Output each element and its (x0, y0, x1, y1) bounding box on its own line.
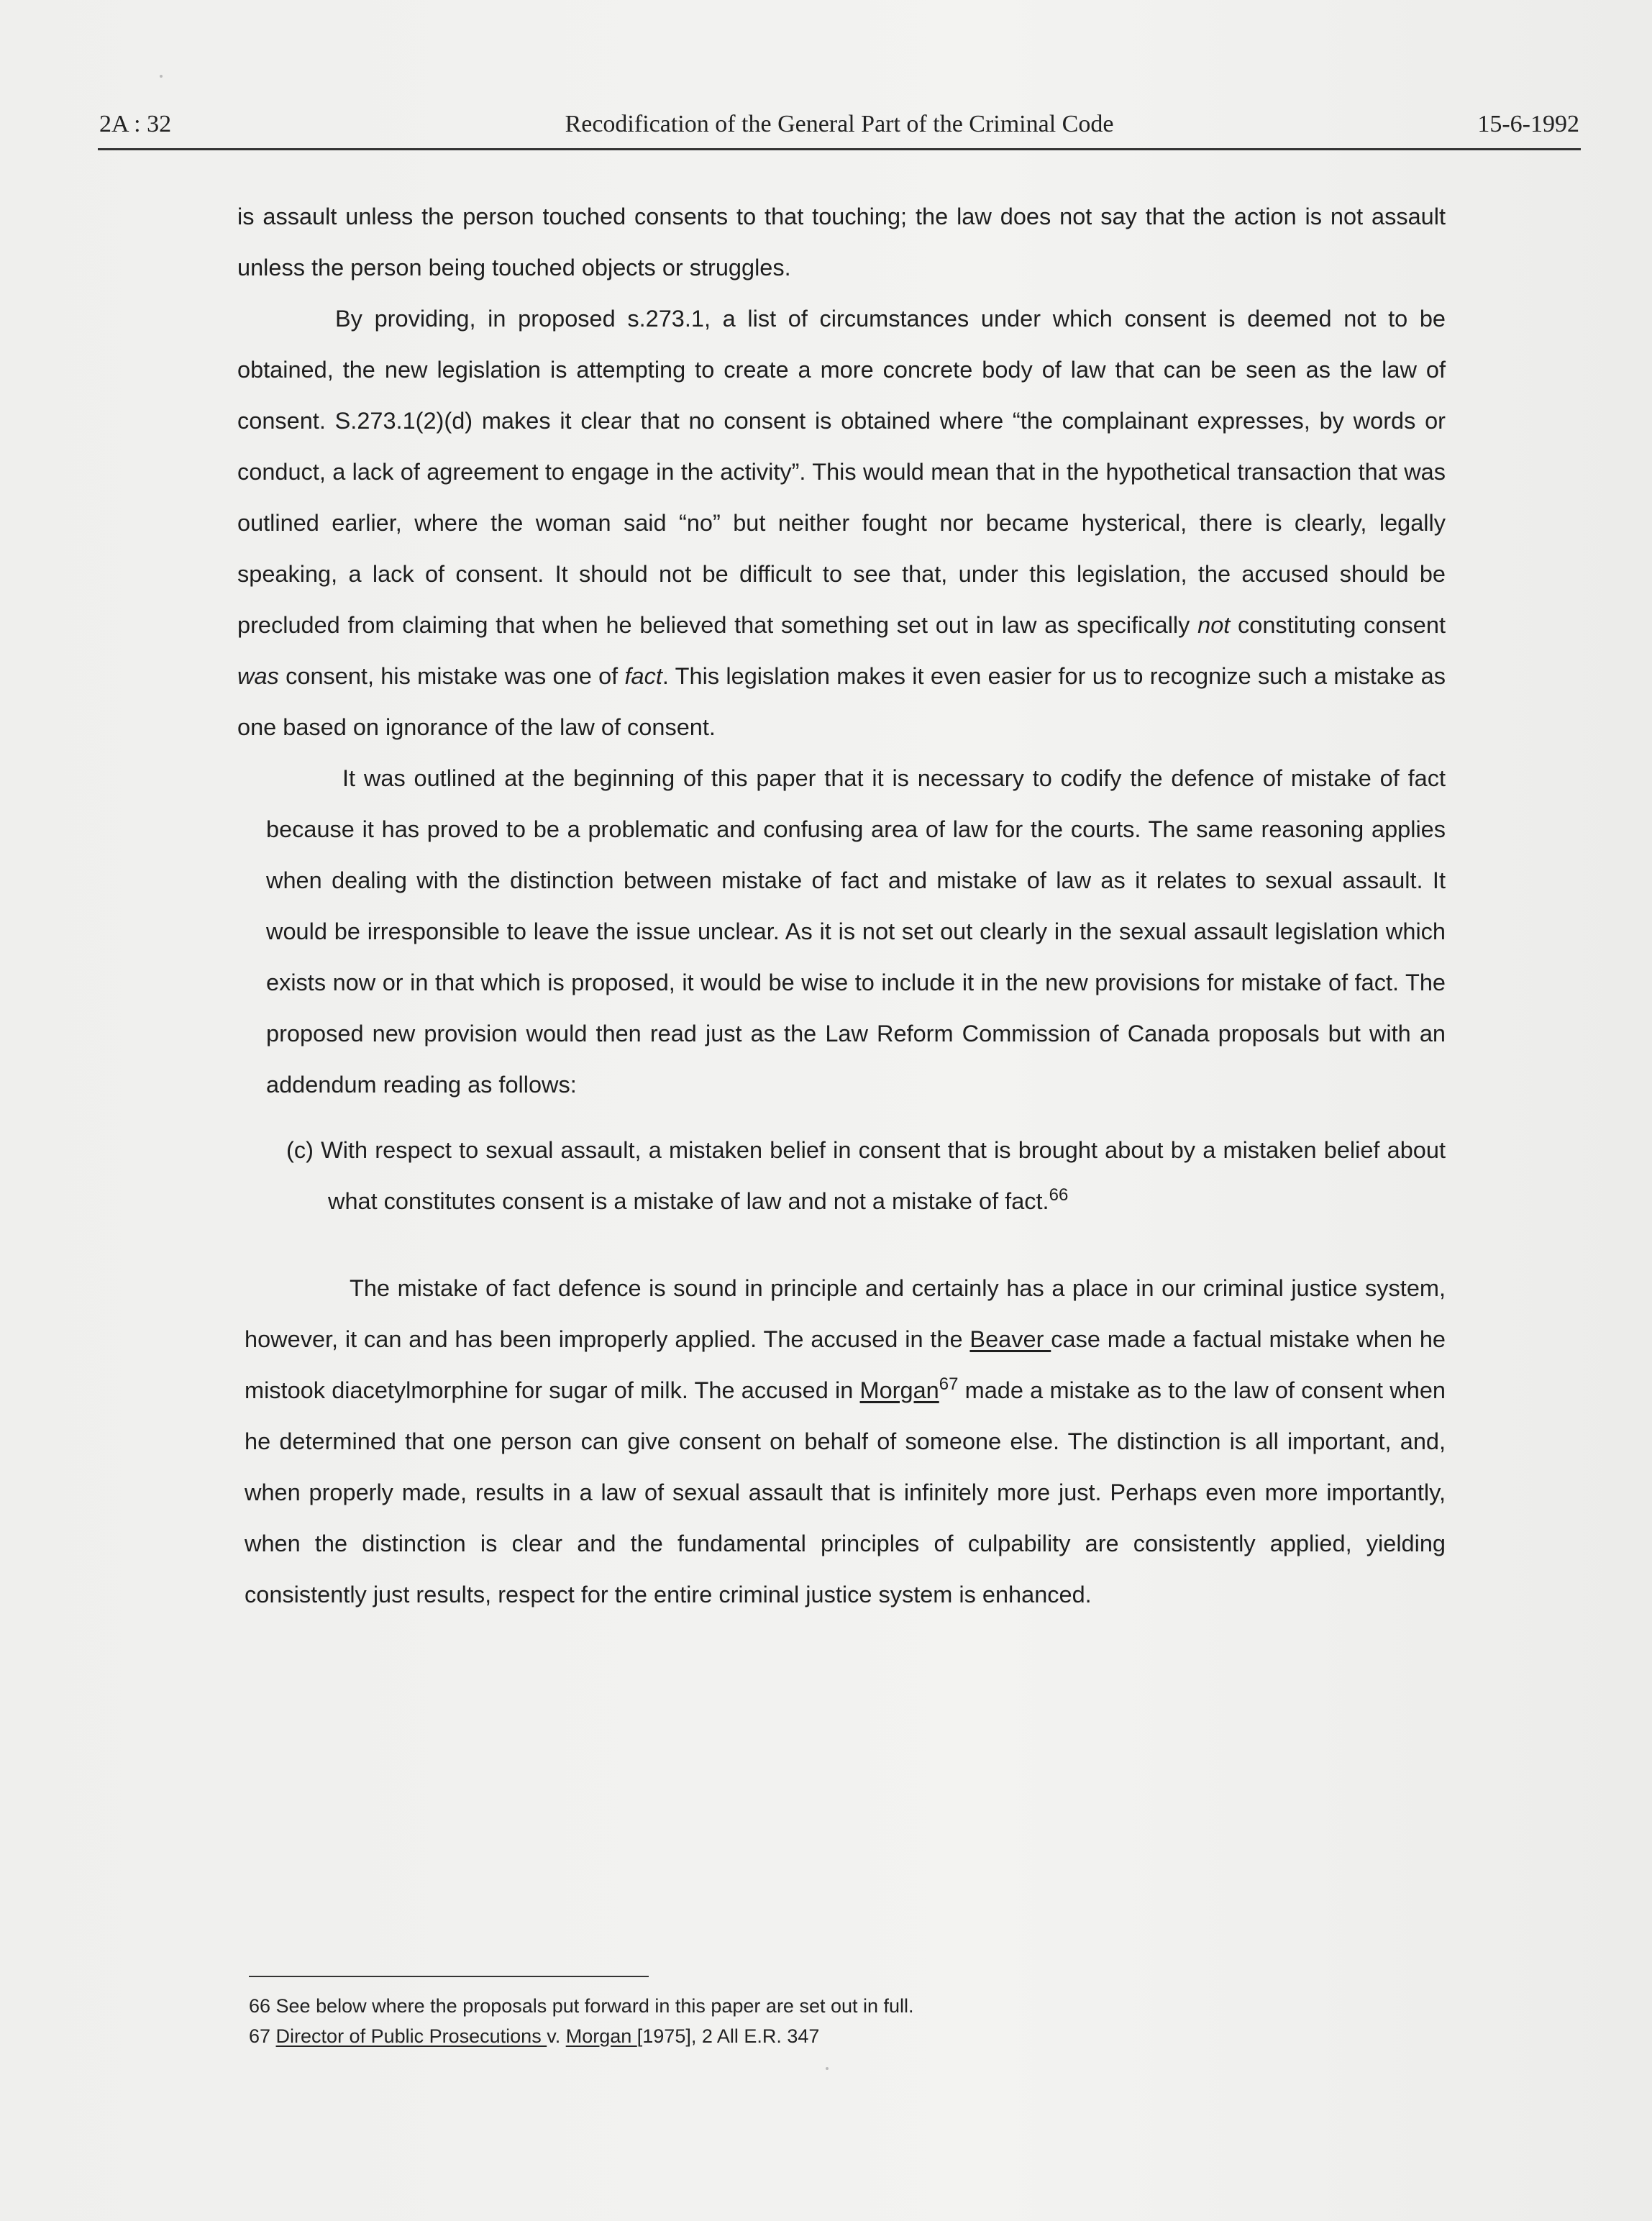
footnote-66: 66 See below where the proposals put forward in this paper are set out in full. (249, 1995, 914, 2017)
paragraph-4: The mistake of fact defence is sound in principle and certainly has a place in our criminal justice system, however, it can and has been improperly applied. The accused in the Beaver case made a factual mistake when he mistook diacetylmorphine for sugar of milk. The accused in Morgan$^{67}$ made a mistake as to the law of consent when he determined that one person can give consent on behalf of someone else. The distinction is all important, and, when properly made, results in a law of sexual assault that is infinitely more just. Perhaps even more importantly, when the distinction is clear and the fundamental principles of culpability are consistently applied, yielding consistently just results, respect for the entire criminal justice system is enhanced. (245, 1275, 1446, 1607)
footnotes (249, 1991, 1400, 2051)
case-morgan: Morgan (859, 1377, 939, 1403)
paragraph-1: is assault unless the person touched consents to that touching; the law does not say that the action is not assault unless the person being touched objects or struggles. (237, 204, 1446, 281)
section-number: 2A : 32 (99, 111, 172, 137)
header-date: 15-6-1992 (1477, 111, 1579, 137)
running-title: Recodification of the General Part of the Criminal Code (565, 111, 1114, 137)
footnote-ref-67: 67 (939, 1374, 959, 1394)
footnote-ref-66: 66 (1049, 1185, 1069, 1205)
header-rule (98, 148, 1581, 150)
footnote-rule (249, 1976, 649, 1977)
footnote-67: 67 Director of Public Prosecutions v. Morgan [1975], 2 All E.R. 347 (249, 2025, 820, 2047)
paragraph-3: It was outlined at the beginning of this paper that it is necessary to codify the defence of mistake of fact because it has proved to be a problematic and confusing area of law for the courts. The same reasoning applies when dealing with the distinction between mistake of fact and mistake of law as it relates to sexual assault. It would be irresponsible to leave the issue unclear. As it is not set out clearly in the sexual assault legislation which exists now or in that which is proposed, it would be wise to include it in the new provisions for mistake of fact. The proposed new provision would then read just as the Law Reform Commission of Canada proposals but with an addendum reading as follows: (266, 765, 1446, 1098)
page-header (99, 105, 1579, 145)
scan-speck (826, 2067, 829, 2070)
case-beaver: Beaver (969, 1326, 1051, 1352)
block-quote: (c) With respect to sexual assault, a mistaken belief in consent that is brought about by a mistaken belief about what constitutes consent is a mistake of law and not a mistake of fact.$^{66}$ (286, 1137, 1446, 1214)
body-text (237, 191, 1446, 1620)
scan-speck (160, 75, 163, 78)
paragraph-2: By providing, in proposed s.273.1, a list of circumstances under which consent is deemed not to be obtained, the new legislation is attempting to create a more concrete body of law that can be seen as the law of consent. S.273.1(2)(d) makes it clear that no consent is obtained where “the complainant expresses, by words or conduct, a lack of agreement to engage in the activity”. This would mean that in the hypothetical transaction that was outlined earlier, where the woman said “no” but neither fought nor became hysterical, there is clearly, legally speaking, a lack of consent. It should not be difficult to see that, under this legislation, the accused should be precluded from claiming that when he believed that something set out in law as specifically not constituting consent was consent, his mistake was one of fact. This legislation makes it even easier for us to recognize such a mistake as one based on ignorance of the law of consent. (237, 306, 1446, 740)
